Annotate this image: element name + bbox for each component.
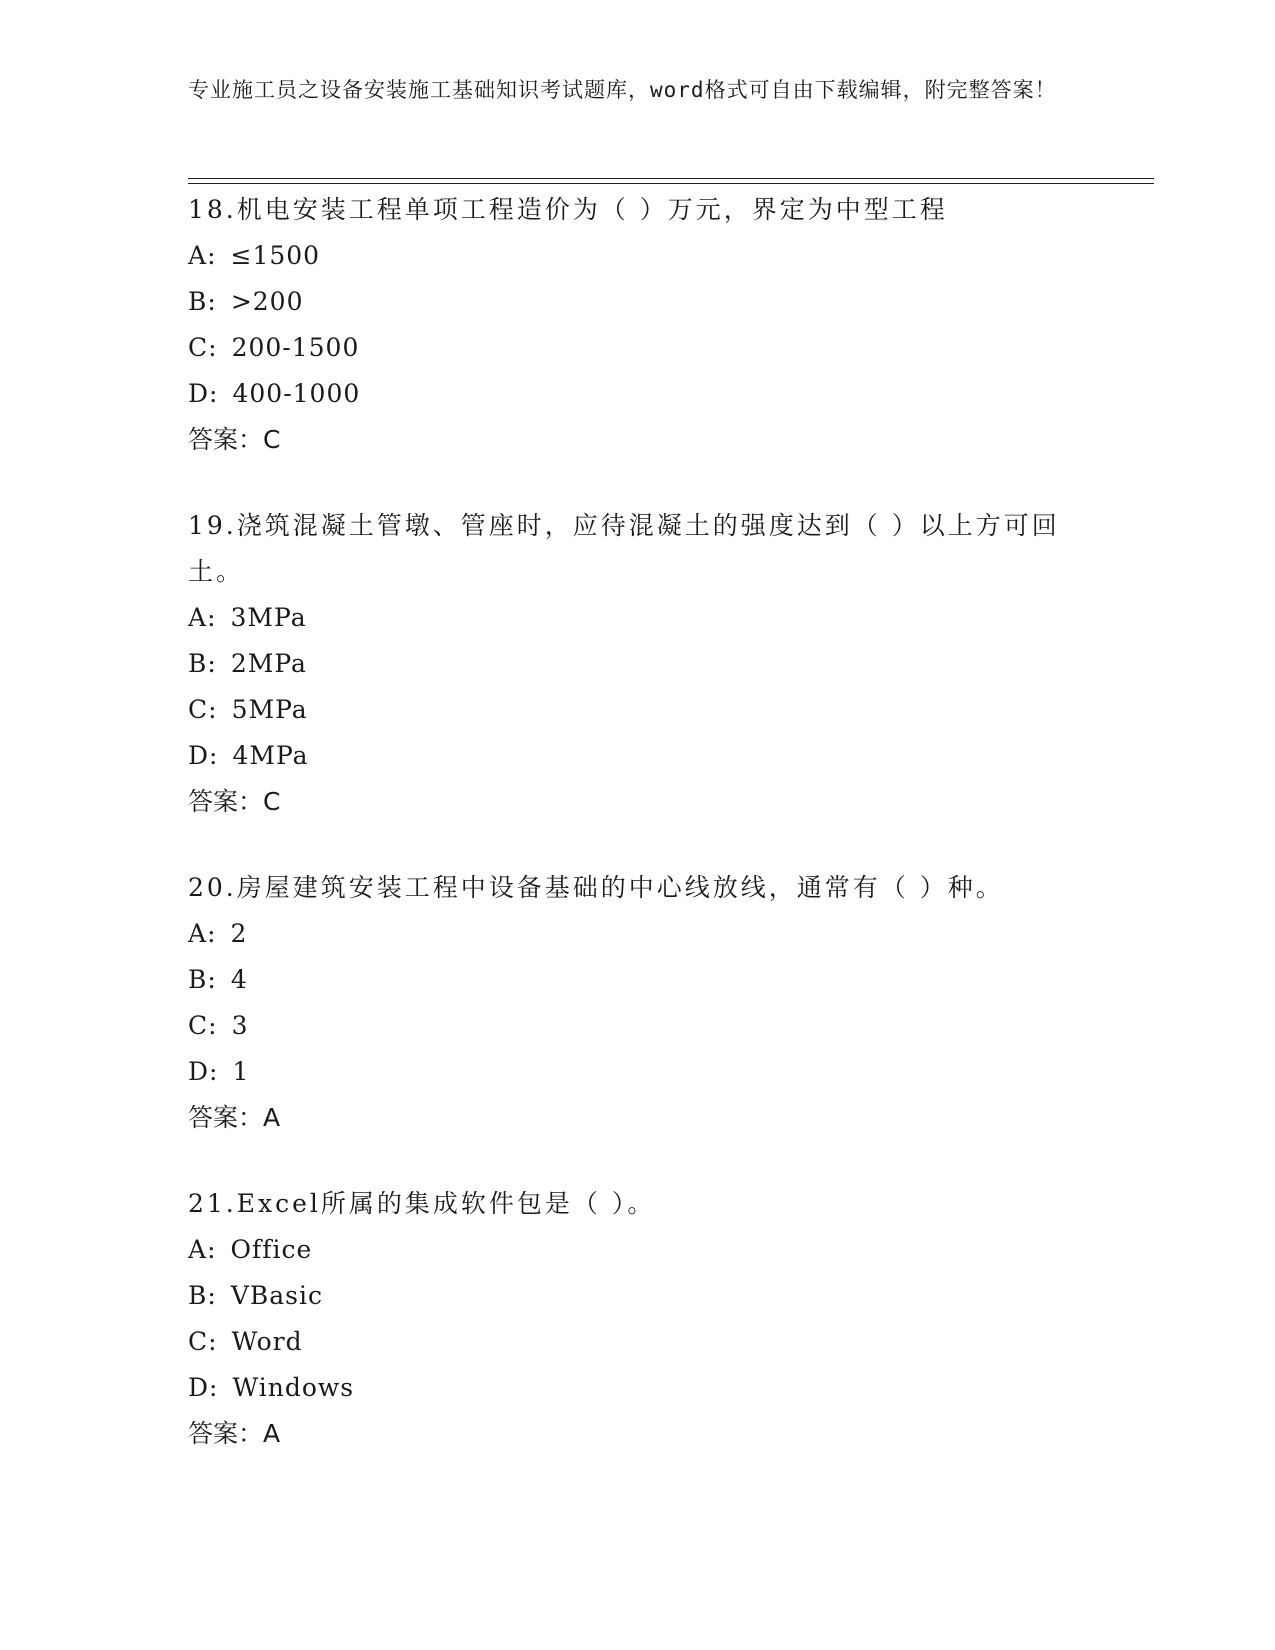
option-letter: B [188, 1281, 208, 1310]
option-letter: C [188, 333, 209, 362]
option-letter: A [188, 603, 208, 632]
answer-line: 答案：C [188, 425, 281, 454]
option-text: 200-1500 [231, 333, 360, 362]
header-divider-top [188, 178, 1154, 179]
option-letter: D [188, 741, 210, 770]
question-19 [188, 503, 1088, 825]
option-text: 1 [232, 1057, 250, 1086]
option-d: D: Windows [188, 1373, 355, 1402]
option-d: D: 4MPa [188, 741, 309, 770]
option-letter: C [188, 695, 209, 724]
option-b: B: 2MPa [188, 649, 307, 678]
option-text: 4 [230, 965, 248, 994]
option-text: Office [230, 1235, 313, 1264]
option-a: A: ≤1500 [188, 241, 321, 270]
option-letter: D [188, 1373, 210, 1402]
question-21 [188, 1181, 1088, 1457]
option-letter: B [188, 965, 208, 994]
question-20 [188, 865, 1088, 1141]
option-b: B: VBasic [188, 1281, 323, 1310]
option-a: A: Office [188, 1235, 313, 1264]
answer-line: 答案：C [188, 787, 281, 816]
header-divider-bottom [188, 183, 1154, 184]
option-letter: A [188, 241, 208, 270]
option-letter: D [188, 1057, 210, 1086]
question-stem: 20.房屋建筑安装工程中设备基础的中心线放线，通常有（ ）种。 [188, 873, 1004, 902]
option-c: C: 3 [188, 1011, 249, 1040]
option-a: A: 3MPa [188, 603, 307, 632]
option-text: 5MPa [231, 695, 308, 724]
option-text: Windows [232, 1373, 355, 1402]
option-c: C: Word [188, 1327, 303, 1356]
option-letter: C [188, 1011, 209, 1040]
option-text: 3 [231, 1011, 249, 1040]
option-b: B: >200 [188, 287, 304, 316]
option-letter: A [188, 919, 208, 948]
option-letter: A [188, 1235, 208, 1264]
option-text: ≤1500 [230, 241, 321, 270]
option-c: C: 200-1500 [188, 333, 360, 362]
question-list [188, 187, 1088, 1497]
option-text: 3MPa [230, 603, 307, 632]
option-b: B: 4 [188, 965, 248, 994]
option-text: 400-1000 [232, 379, 361, 408]
answer-line: 答案：A [188, 1103, 281, 1132]
option-letter: B [188, 287, 208, 316]
option-d: D: 1 [188, 1057, 250, 1086]
option-d: D: 400-1000 [188, 379, 361, 408]
option-text: VBasic [230, 1281, 323, 1310]
option-letter: D [188, 379, 210, 408]
option-text: 2 [230, 919, 248, 948]
option-text: Word [231, 1327, 303, 1356]
option-text: 4MPa [232, 741, 309, 770]
question-18 [188, 187, 1088, 463]
option-text: >200 [230, 287, 304, 316]
question-stem: 19.浇筑混凝土管墩、管座时，应待混凝土的强度达到（ ）以上方可回土。 [188, 511, 1060, 586]
question-stem: 21.Excel所属的集成软件包是（ ）。 [188, 1189, 656, 1218]
option-c: C: 5MPa [188, 695, 308, 724]
answer-line: 答案：A [188, 1419, 281, 1448]
option-letter: B [188, 649, 208, 678]
question-stem: 18.机电安装工程单项工程造价为（ ）万元，界定为中型工程 [188, 195, 948, 224]
option-letter: C [188, 1327, 209, 1356]
option-text: 2MPa [230, 649, 307, 678]
document-header: 专业施工员之设备安装施工基础知识考试题库，word格式可自由下载编辑，附完整答案！ [188, 78, 1057, 102]
option-a: A: 2 [188, 919, 248, 948]
